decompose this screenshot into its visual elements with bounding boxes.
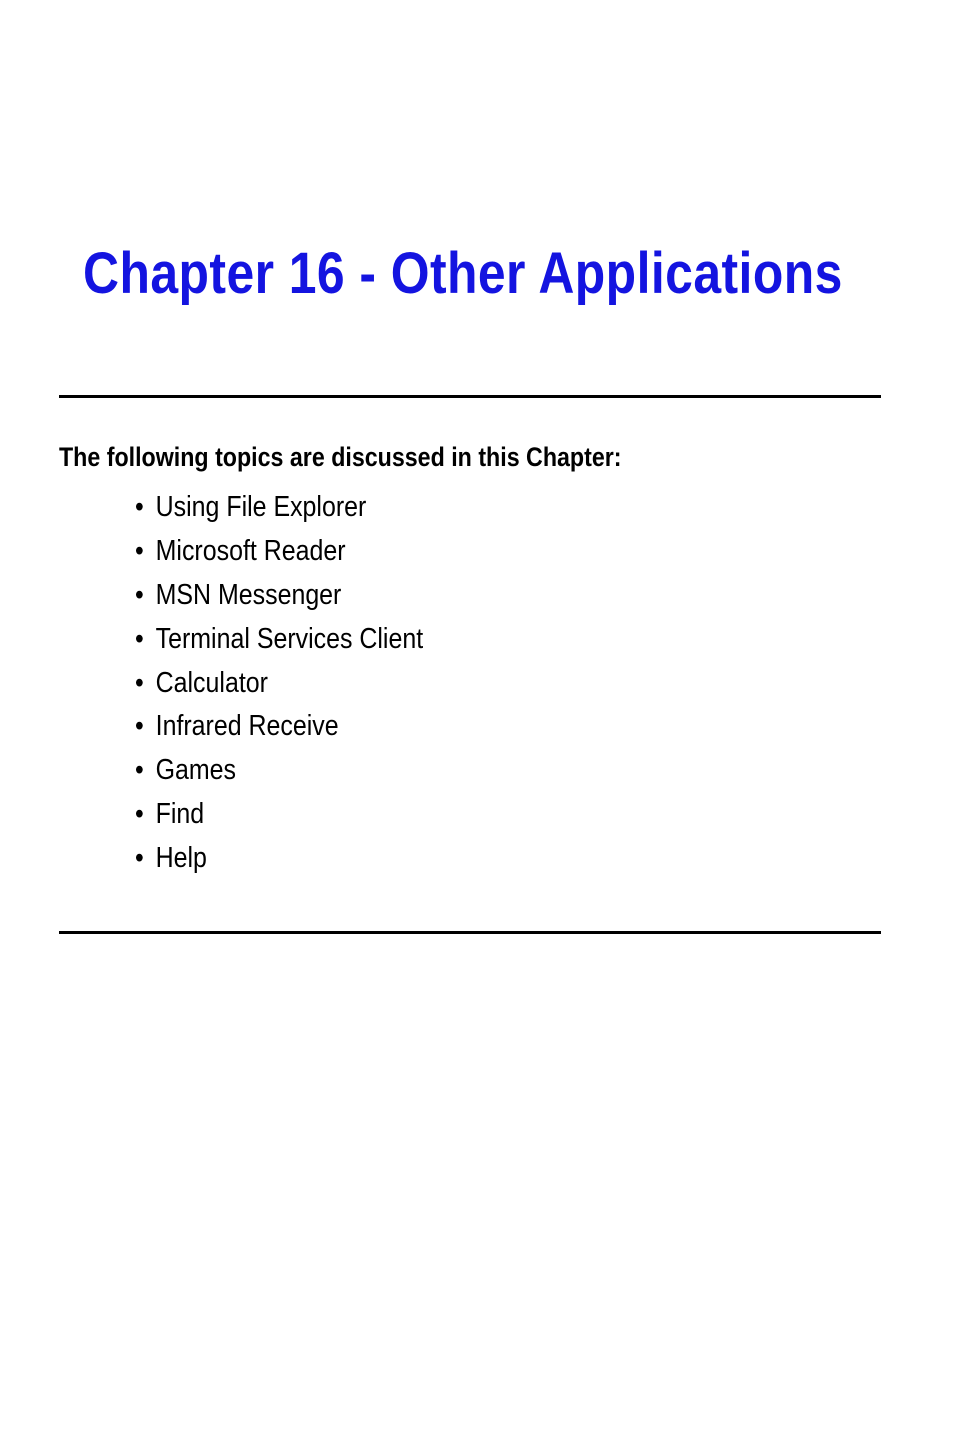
list-item xyxy=(135,533,423,577)
topic-label: Calculator xyxy=(155,666,268,699)
bullet-icon: • xyxy=(135,842,144,875)
list-item xyxy=(135,796,423,840)
topics-intro: The following topics are discussed in this Chapter: xyxy=(59,442,622,472)
bullet-icon: • xyxy=(135,754,144,787)
chapter-title: Chapter 16 - Other Applications xyxy=(83,241,843,306)
list-item xyxy=(135,752,423,796)
topic-label: Microsoft Reader xyxy=(155,534,346,567)
top-divider xyxy=(59,395,881,398)
topic-list xyxy=(135,489,470,884)
topic-label: Find xyxy=(155,798,205,831)
list-item xyxy=(135,577,423,621)
bullet-icon: • xyxy=(135,666,144,699)
list-item xyxy=(135,621,423,665)
list-item xyxy=(135,708,423,752)
topic-label: Infrared Receive xyxy=(155,710,339,743)
bullet-icon: • xyxy=(135,710,144,743)
topic-label: Games xyxy=(155,754,237,787)
bullet-icon: • xyxy=(135,491,144,523)
topic-label: MSN Messenger xyxy=(155,578,342,611)
topic-label: Terminal Services Client xyxy=(155,622,424,655)
bullet-icon: • xyxy=(135,622,144,655)
bullet-icon: • xyxy=(135,578,144,611)
list-item xyxy=(135,840,423,884)
bullet-icon: • xyxy=(135,798,144,831)
bottom-divider xyxy=(59,931,881,934)
list-item xyxy=(135,489,423,533)
topic-label: Using File Explorer xyxy=(155,491,367,523)
bullet-icon: • xyxy=(135,534,144,567)
topic-label: Help xyxy=(155,842,207,875)
list-item xyxy=(135,665,423,709)
